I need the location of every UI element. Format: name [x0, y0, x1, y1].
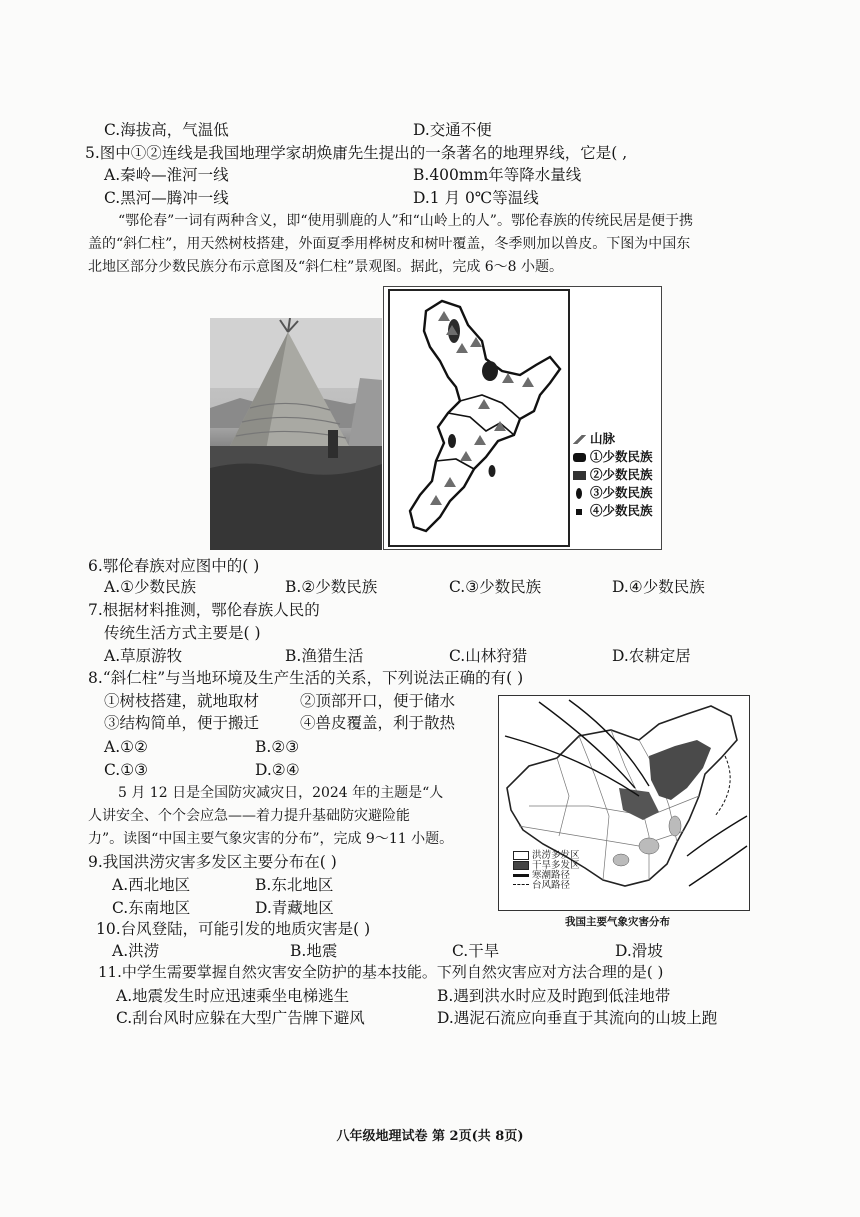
- q11-option-c: C.刮台风时应躲在大型广告牌下避风: [116, 1009, 365, 1027]
- q9-option-d: D.青藏地区: [255, 899, 334, 917]
- legend-cold-wave: 寒潮路径: [513, 871, 580, 881]
- q10-stem: 10.台风登陆，可能引发的地质灾害是( ): [96, 920, 371, 938]
- q9-option-c: C.东南地区: [112, 899, 191, 917]
- legend-mountain: 山脉: [573, 430, 653, 448]
- q10-option-c: C.干旱: [452, 942, 500, 960]
- typhoon-arrow-icon: [513, 884, 529, 887]
- q8-statement-4: ④兽皮覆盖，利于散热: [300, 714, 456, 732]
- q11-option-d: D.遇泥石流应向垂直于其流向的山坡上跑: [437, 1009, 718, 1027]
- q7-option-d: D.农耕定居: [612, 647, 691, 665]
- q8-statement-3: ③结构简单，便于搬迁: [104, 714, 260, 732]
- q8-option-d: D.②④: [255, 761, 300, 779]
- legend-ethnic-1: ①少数民族: [573, 448, 653, 466]
- china-disaster-map: [498, 695, 750, 911]
- flood-swatch: [513, 851, 529, 860]
- q5-stem: 5.图中①②连线是我国地理学家胡焕庸先生提出的一条著名的地理界线，它是( ,: [85, 144, 628, 162]
- ethnic-4-swatch: [576, 509, 582, 515]
- mountain-icon: [573, 435, 586, 444]
- ethnic-3-swatch: [576, 488, 582, 499]
- q8-option-b: B.②③: [255, 738, 300, 756]
- q8-statement-1: ①树枝搭建，就地取材: [104, 692, 260, 710]
- q8-option-a: A.①②: [104, 738, 148, 756]
- xierenzhu-photo: [210, 318, 382, 550]
- legend-ethnic-2: ②少数民族: [573, 466, 653, 484]
- q7-option-c: C.山林狩猎: [449, 647, 528, 665]
- ethnic-1-swatch: [573, 453, 586, 462]
- q6-option-a: A.①少数民族: [104, 578, 197, 596]
- material1-line1: “鄂伦春”一词有两种含义，即“使用驯鹿的人”和“山岭上的人”。鄂伦春族的传统民居是便于携: [118, 213, 693, 229]
- page-footer: 八年级地理试卷 第 2页(共 8页): [336, 1129, 524, 1144]
- q11-option-b: B.遇到洪水时应及时跑到低洼地带: [437, 987, 671, 1005]
- q10-option-a: A.洪涝: [112, 942, 160, 960]
- map-legend: [573, 430, 653, 520]
- q6-stem: 6.鄂伦春族对应图中的( ): [88, 557, 260, 575]
- legend-ethnic-3: ③少数民族: [573, 484, 653, 502]
- q11-stem: 11.中学生需要掌握自然灾害安全防护的基本技能。下列自然灾害应对方法合理的是( ): [98, 963, 664, 981]
- q6-option-d: D.④少数民族: [612, 578, 705, 596]
- q8-stem: 8.“斜仁柱”与当地环境及生产生活的关系，下列说法正确的有( ): [88, 669, 524, 687]
- q5-option-d: D.1 月 0℃等温线: [413, 189, 539, 207]
- material1-line3: 北地区部分少数民族分布示意图及“斜仁柱”景观图。据此，完成 6～8 小题。: [88, 259, 564, 275]
- q6-option-b: B.②少数民族: [285, 578, 378, 596]
- material1-line2: 盖的“斜仁柱”，用天然树枝搭建，外面夏季用桦树皮和树叶覆盖，冬季则加以兽皮。下图为中国东: [88, 236, 691, 252]
- q7-option-b: B.渔猎生活: [285, 647, 364, 665]
- legend-drought: 干旱多发区: [513, 861, 580, 871]
- material2-line2: 人讲安全、个个会应急——着力提升基础防灾避险能: [88, 808, 410, 824]
- drought-swatch: [513, 861, 529, 870]
- legend-flood: 洪涝多发区: [513, 851, 580, 861]
- q4-option-d: D.交通不便: [413, 121, 492, 139]
- cold-wave-arrow-icon: [513, 874, 529, 877]
- q9-stem: 9.我国洪涝灾害多发区主要分布在( ): [88, 853, 337, 871]
- q10-option-d: D.滑坡: [615, 942, 663, 960]
- material2-line3: 力”。读图“中国主要气象灾害的分布”，完成 9～11 小题。: [88, 831, 454, 847]
- disaster-map-legend: [513, 851, 580, 891]
- northeast-minority-map: [383, 286, 662, 550]
- q9-option-b: B.东北地区: [255, 876, 334, 894]
- material2-line1: 5 月 12 日是全国防灾减灾日，2024 年的主题是“人: [118, 785, 444, 801]
- q5-option-a: A.秦岭—淮河一线: [104, 166, 229, 184]
- q11-option-a: A.地震发生时应迅速乘坐电梯逃生: [116, 987, 350, 1005]
- legend-typhoon: 台风路径: [513, 881, 580, 891]
- q8-statement-2: ②顶部开口，便于储水: [300, 692, 456, 710]
- q7-option-a: A.草原游牧: [104, 647, 183, 665]
- q7-stem-line2: 传统生活方式主要是( ): [104, 624, 261, 642]
- q6-option-c: C.③少数民族: [449, 578, 542, 596]
- q9-option-a: A.西北地区: [112, 876, 191, 894]
- q7-stem-line1: 7.根据材料推测，鄂伦春族人民的: [88, 601, 320, 619]
- legend-ethnic-4: ④少数民族: [573, 502, 653, 520]
- disaster-map-caption: 我国主要气象灾害分布: [565, 916, 670, 928]
- ethnic-2-swatch: [573, 471, 586, 480]
- q5-option-b: B.400mm年等降水量线: [413, 166, 582, 184]
- q8-option-c: C.①③: [104, 761, 149, 779]
- q4-option-c: C.海拔高，气温低: [104, 121, 229, 139]
- map-frame: [388, 289, 570, 547]
- q10-option-b: B.地震: [290, 942, 338, 960]
- q5-option-c: C.黑河—腾冲一线: [104, 189, 229, 207]
